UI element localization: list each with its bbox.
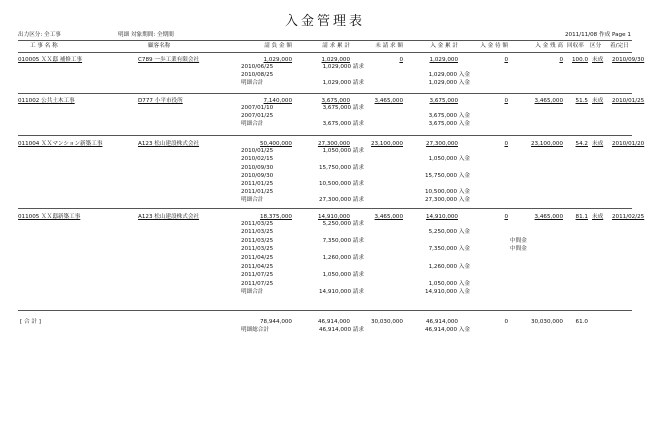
detail-date: 2011/07/25 bbox=[241, 272, 274, 278]
billed-total: 1,029,000 bbox=[321, 57, 350, 63]
col-header-rate: 回収率 bbox=[567, 43, 584, 49]
detail-date: 2010/06/25 bbox=[241, 64, 274, 70]
col-header-billed-total: 請 求 累 計 bbox=[322, 43, 350, 49]
totals-paid: 46,914,000 bbox=[425, 319, 458, 325]
detail-date: 2011/04/25 bbox=[241, 264, 274, 270]
unbilled-amount: 3,465,000 bbox=[374, 214, 403, 220]
totals-unbilled: 30,030,000 bbox=[370, 319, 403, 325]
status-label: 未成 bbox=[592, 214, 604, 220]
grand-detail-bill: 46,914,000 請求 bbox=[319, 327, 364, 333]
detail-subtotal-bill: 3,675,000 請求 bbox=[322, 121, 364, 127]
col-header-completion: 着/完日 bbox=[610, 43, 629, 49]
project-separator bbox=[18, 310, 632, 311]
project-name: 011004 ＸＸマンション新築工事 bbox=[18, 141, 103, 147]
detail-date: 2011/01/25 bbox=[241, 181, 274, 187]
detail-bill: 7,350,000 請求 bbox=[322, 238, 364, 244]
col-header-category: 区分 bbox=[590, 43, 602, 49]
detail-pay: 10,500,000 入金 bbox=[425, 189, 470, 195]
detail-date: 2011/03/25 bbox=[241, 229, 274, 235]
detail-subtotal-label: 明細合計 bbox=[241, 80, 264, 86]
contract-amount: 18,375,000 bbox=[259, 214, 292, 220]
col-header-unbilled: 未 請 求 額 bbox=[375, 43, 403, 49]
totals-contract: 78,944,000 bbox=[259, 319, 292, 325]
billed-total: 3,675,000 bbox=[321, 98, 350, 104]
contract-amount: 50,400,000 bbox=[259, 141, 292, 147]
report-title: 入金管理表 bbox=[284, 14, 365, 29]
detail-date: 2011/03/25 bbox=[241, 221, 274, 227]
completion-date: 2010/01/25 bbox=[612, 98, 645, 104]
detail-pay: 7,350,000 入金 bbox=[428, 246, 470, 252]
pending-amount: 0 bbox=[504, 57, 508, 63]
totals-rate: 61.0 bbox=[575, 319, 588, 325]
detail-bill: 1,029,000 請求 bbox=[322, 64, 364, 70]
detail-bill: 1,050,000 請求 bbox=[322, 272, 364, 278]
paid-total: 27,300,000 bbox=[425, 141, 458, 147]
grand-detail-label: 明細総合計 bbox=[241, 327, 269, 333]
col-header-project: 工 事 名 称 bbox=[30, 43, 58, 49]
client-name: C789 一歩工業有限会社 bbox=[138, 57, 200, 63]
pending-amount: 0 bbox=[504, 214, 508, 220]
detail-pay: 5,250,000 入金 bbox=[428, 229, 470, 235]
detail-date: 2011/01/25 bbox=[241, 189, 274, 195]
detail-date: 2011/03/25 bbox=[241, 238, 274, 244]
collection-rate: 54.2 bbox=[575, 141, 588, 147]
billed-total: 27,300,000 bbox=[317, 141, 350, 147]
output-category: 出力区分: 全工事 bbox=[18, 32, 61, 38]
detail-subtotal-bill: 1,029,000 請求 bbox=[322, 80, 364, 86]
unbilled-amount: 23,100,000 bbox=[370, 141, 403, 147]
status-label: 未成 bbox=[592, 57, 604, 63]
project-separator bbox=[18, 208, 632, 209]
detail-subtotal-pay: 27,300,000 入金 bbox=[425, 197, 470, 203]
project-name: 010005 ＸＸ邸 補修工事 bbox=[18, 57, 83, 63]
grand-detail-pay: 46,914,000 入金 bbox=[425, 327, 470, 333]
detail-date: 2007/01/25 bbox=[241, 113, 274, 119]
collection-rate: 81.1 bbox=[575, 214, 588, 220]
pending-amount: 0 bbox=[504, 141, 508, 147]
paid-total: 1,029,000 bbox=[429, 57, 458, 63]
page-number: Page 1 bbox=[612, 32, 631, 38]
col-header-balance: 入 金 残 高 bbox=[535, 43, 563, 49]
col-header-pending: 入 金 待 額 bbox=[480, 43, 508, 49]
detail-subtotal-pay: 1,029,000 入金 bbox=[428, 80, 470, 86]
detail-date: 2010/09/30 bbox=[241, 165, 274, 171]
project-name: 011005 ＸＸ邸新築工事 bbox=[18, 214, 81, 220]
detail-pay: 15,750,000 入金 bbox=[425, 173, 470, 179]
col-header-paid-total: 入 金 累 計 bbox=[430, 43, 458, 49]
project-separator bbox=[18, 93, 632, 94]
detail-pay: 3,675,000 入金 bbox=[428, 113, 470, 119]
status-label: 未成 bbox=[592, 141, 604, 147]
detail-bill: 15,750,000 請求 bbox=[319, 165, 364, 171]
billed-total: 14,910,000 bbox=[317, 214, 350, 220]
created-date: 2011/11/08 作成 bbox=[565, 32, 611, 38]
balance-amount: 0 bbox=[559, 57, 563, 63]
status-label: 未成 bbox=[592, 98, 604, 104]
detail-date: 2010/08/25 bbox=[241, 72, 274, 78]
col-header-contract: 請 負 金 額 bbox=[264, 43, 292, 49]
totals-label: [ 合 計 ] bbox=[20, 319, 41, 325]
detail-period: 明細 対象期間: 全期間 bbox=[118, 32, 174, 38]
totals-pending: 0 bbox=[504, 319, 508, 325]
detail-date: 2010/01/25 bbox=[241, 148, 274, 154]
project-name: 011002 公共土木工事 bbox=[18, 98, 75, 104]
paid-total: 14,910,000 bbox=[425, 214, 458, 220]
unbilled-amount: 3,465,000 bbox=[374, 98, 403, 104]
detail-date: 2011/07/25 bbox=[241, 281, 274, 287]
detail-subtotal-label: 明細合計 bbox=[241, 289, 264, 295]
detail-bill: 1,050,000 請求 bbox=[322, 148, 364, 154]
balance-amount: 3,465,000 bbox=[534, 214, 563, 220]
detail-subtotal-label: 明細合計 bbox=[241, 121, 264, 127]
header-top-rule bbox=[18, 40, 632, 41]
detail-subtotal-pay: 14,910,000 入金 bbox=[425, 289, 470, 295]
collection-rate: 51.5 bbox=[575, 98, 588, 104]
collection-rate: 100.0 bbox=[571, 57, 588, 63]
detail-subtotal-bill: 27,300,000 請求 bbox=[319, 197, 364, 203]
detail-pay: 1,029,000 入金 bbox=[428, 72, 470, 78]
pending-amount: 0 bbox=[504, 98, 508, 104]
detail-bill: 1,260,000 請求 bbox=[322, 255, 364, 261]
detail-subtotal-bill: 14,910,000 請求 bbox=[319, 289, 364, 295]
balance-amount: 3,465,000 bbox=[534, 98, 563, 104]
detail-pay: 1,050,000 入金 bbox=[428, 281, 470, 287]
client-name: A123 松山建設株式会社 bbox=[138, 214, 200, 220]
detail-date: 2011/03/25 bbox=[241, 246, 274, 252]
detail-pay: 1,050,000 入金 bbox=[428, 156, 470, 162]
col-header-client: 顧客名称 bbox=[148, 43, 171, 49]
detail-date: 2007/01/10 bbox=[241, 105, 274, 111]
completion-date: 2010/09/30 bbox=[612, 57, 645, 63]
totals-balance: 30,030,000 bbox=[530, 319, 563, 325]
detail-date: 2010/02/15 bbox=[241, 156, 274, 162]
detail-subtotal-pay: 3,675,000 入金 bbox=[428, 121, 470, 127]
contract-amount: 7,140,000 bbox=[263, 98, 292, 104]
payment-note: 中間金 bbox=[510, 238, 527, 244]
client-name: A123 松山建設株式会社 bbox=[138, 141, 200, 147]
header-bottom-rule bbox=[18, 52, 632, 53]
totals-billed: 46,914,000 bbox=[317, 319, 350, 325]
detail-date: 2011/04/25 bbox=[241, 255, 274, 261]
detail-pay: 1,260,000 入金 bbox=[428, 264, 470, 270]
detail-date: 2010/09/30 bbox=[241, 173, 274, 179]
detail-bill: 5,250,000 請求 bbox=[322, 221, 364, 227]
paid-total: 3,675,000 bbox=[429, 98, 458, 104]
completion-date: 2010/01/20 bbox=[612, 141, 645, 147]
completion-date: 2011/02/25 bbox=[612, 214, 645, 220]
payment-note: 中間金 bbox=[510, 246, 527, 252]
client-name: D777 小平市役所 bbox=[138, 98, 183, 104]
project-separator bbox=[18, 135, 632, 136]
detail-bill: 10,500,000 請求 bbox=[319, 181, 364, 187]
unbilled-amount: 0 bbox=[399, 57, 403, 63]
detail-subtotal-label: 明細合計 bbox=[241, 197, 264, 203]
contract-amount: 1,029,000 bbox=[263, 57, 292, 63]
detail-bill: 3,675,000 請求 bbox=[322, 105, 364, 111]
balance-amount: 23,100,000 bbox=[530, 141, 563, 147]
